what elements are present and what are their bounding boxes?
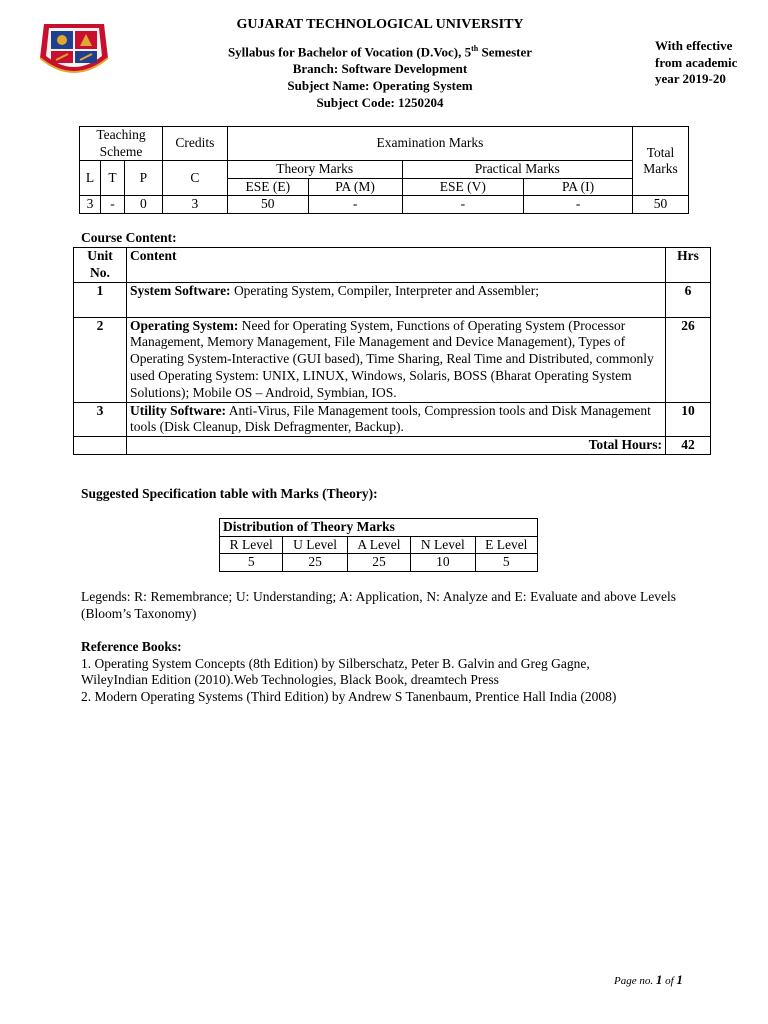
scheme-cell: 0 <box>124 196 162 214</box>
scheme-cell: - <box>308 196 402 214</box>
scheme-cell: - <box>100 196 124 214</box>
unit-text: Anti-Virus, File Management tools, Compression tools and Disk Management tools (Disk Cleanup, Disk Defragmenter, Backup). <box>129 402 651 435</box>
effective-line-1: With effective <box>655 38 733 53</box>
scheme-cell: 50 <box>632 196 688 214</box>
credits-header: Credits <box>162 127 227 161</box>
level-header: R Level <box>220 536 283 554</box>
total-hours-value: 42 <box>666 437 711 455</box>
unit-hours: 26 <box>666 317 711 402</box>
university-name: GUJARAT TECHNOLOGICAL UNIVERSITY <box>236 17 524 32</box>
theory-marks-caption: Distribution of Theory Marks <box>220 519 538 537</box>
branch-line: Branch: Software Development <box>292 61 468 77</box>
scheme-cell: - <box>402 196 524 214</box>
level-header: A Level <box>347 536 410 554</box>
effective-line-3: year 2019-20 <box>655 71 726 86</box>
unit-text: Operating System, Compiler, Interpreter and Assembler; <box>230 282 539 298</box>
page-total: 1 <box>676 972 683 987</box>
unit-text: Need for Operating System, Functions of Operating System (Processor Management, Memory Management, File Management and Device Management), Types of Operating System-Interactive (GUI based), Time Sharing, Real Time and Distributed, commonly used Operating System: UNIX, LINUX, Windows, Solaris, BOSS (Bharat Operating System Solutions); Mobile OS – Android, Symbian, IOS. <box>129 317 654 400</box>
theory-marks-table <box>219 518 538 572</box>
scheme-cell: 3 <box>162 196 227 214</box>
ese-v-header: ESE (V) <box>402 178 524 196</box>
total-blank-cell <box>74 437 127 455</box>
unit-heading: Operating System: <box>129 317 239 333</box>
examination-marks-header: Examination Marks <box>227 127 632 161</box>
unit-heading: Utility Software: <box>129 402 227 418</box>
level-mark: 25 <box>283 554 347 572</box>
level-mark: 5 <box>475 554 537 572</box>
pa-i-header: PA (I) <box>524 178 633 196</box>
level-mark: 5 <box>220 554 283 572</box>
total-hours-label: Total Hours: <box>126 437 665 455</box>
effective-line-2: from academic <box>655 54 738 70</box>
unit-content <box>126 317 665 402</box>
reference-item: 1. Operating System Concepts (8th Edition) by Silberschatz, Peter B. Galvin and Greg Gagne, WileyIndian Edition (2010).Web Technologies, Black Book, dreamtech Press <box>81 655 590 687</box>
total-row <box>74 437 711 455</box>
hrs-header: Hrs <box>666 248 711 283</box>
page-label: Page no. <box>614 975 654 987</box>
table-row <box>74 282 711 317</box>
subject-name-line: Subject Name: Operating System <box>287 78 473 94</box>
table-row <box>74 317 711 402</box>
l-header: L <box>80 161 101 196</box>
content-header: Content <box>126 248 665 283</box>
unit-hours: 10 <box>666 402 711 437</box>
document-header <box>150 16 610 111</box>
semester-text: Semester <box>478 44 533 60</box>
unit-content <box>126 402 665 437</box>
unit-content <box>126 282 665 317</box>
ese-e-header: ESE (E) <box>227 178 308 196</box>
level-header: E Level <box>475 536 537 554</box>
teaching-scheme-table <box>79 126 689 214</box>
table-row <box>74 402 711 437</box>
theory-marks-header: Theory Marks <box>227 161 402 179</box>
total-marks-header: Total Marks <box>632 127 688 196</box>
teaching-scheme-header: Teaching Scheme <box>80 127 163 161</box>
page-number <box>614 972 683 988</box>
c-header: C <box>162 161 227 196</box>
course-content-table <box>73 247 711 455</box>
semester-suffix: th <box>471 44 479 53</box>
course-content-title: Course Content: <box>81 230 177 245</box>
t-header: T <box>100 161 124 196</box>
unit-heading: System Software: <box>129 282 231 298</box>
pa-m-header: PA (M) <box>308 178 402 196</box>
p-header: P <box>124 161 162 196</box>
level-header: N Level <box>411 536 475 554</box>
gtu-logo <box>36 18 112 82</box>
level-header: U Level <box>283 536 347 554</box>
page-current: 1 <box>655 972 663 987</box>
scheme-cell: - <box>524 196 633 214</box>
scheme-cell: 3 <box>80 196 101 214</box>
level-mark: 25 <box>347 554 410 572</box>
reference-item: 2. Modern Operating Systems (Third Edition) by Andrew S Tanenbaum, Prentice Hall India (2008) <box>81 688 617 704</box>
spec-table-title: Suggested Specification table with Marks (Theory): <box>81 486 378 501</box>
unit-hours: 6 <box>666 282 711 317</box>
reference-books <box>81 639 641 705</box>
subject-code-line: Subject Code: 1250204 <box>316 95 444 111</box>
effective-year-note <box>655 38 765 88</box>
unit-number: 1 <box>74 282 127 317</box>
unit-number: 2 <box>74 317 127 402</box>
practical-marks-header: Practical Marks <box>402 161 632 179</box>
unit-no-header: Unit No. <box>74 248 127 283</box>
syllabus-line <box>150 40 610 60</box>
scheme-cell: 50 <box>227 196 308 214</box>
page-of: of <box>665 975 674 987</box>
syllabus-text: Syllabus for Bachelor of Vocation (D.Voc), 5 <box>227 44 472 60</box>
unit-number: 3 <box>74 402 127 437</box>
reference-books-title: Reference Books: <box>81 639 182 654</box>
level-mark: 10 <box>411 554 475 572</box>
legend-paragraph: Legends: R: Remembrance; U: Understanding; A: Application, N: Analyze and E: Evaluate and above Levels (Bloom’s Taxonomy) <box>81 589 676 621</box>
